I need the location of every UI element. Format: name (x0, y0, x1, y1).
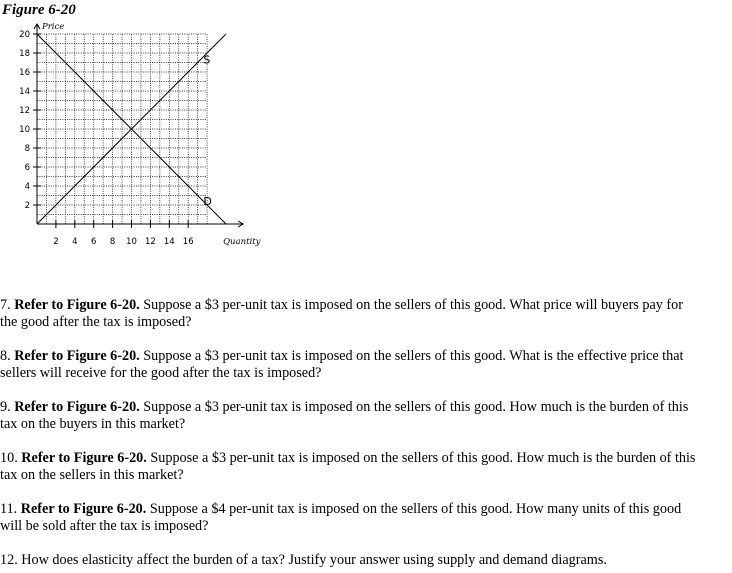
question-11 (0, 501, 728, 535)
y-tick-label: 12 (19, 106, 30, 116)
question-number: 8. (0, 348, 15, 364)
y-tick-label: 20 (19, 30, 30, 40)
question-text-continued: tax on the sellers in this market? (0, 467, 184, 483)
figure-title: Figure 6-20 (2, 2, 76, 18)
y-tick-label: 2 (24, 201, 30, 211)
question-text-continued: sellers will receive for the good after the tax is imposed? (0, 365, 322, 381)
question-8 (0, 348, 728, 382)
question-10 (0, 450, 728, 484)
question-text-continued: will be sold after the tax is imposed? (0, 518, 209, 534)
question-figure-reference: Refer to Figure 6-20. (14, 348, 140, 364)
question-text: Suppose a $3 per-unit tax is imposed on the sellers of this good. What price will buyers pay for (143, 297, 683, 313)
x-tick-label: 8 (109, 237, 116, 247)
question-12 (0, 552, 728, 569)
x-tick-label: 12 (144, 237, 156, 247)
question-9 (0, 399, 728, 433)
question-figure-reference: Refer to Figure 6-20. (20, 501, 147, 517)
question-number: 7. (0, 297, 15, 313)
question-number: 12. (0, 552, 22, 568)
y-axis-label: Price (42, 22, 65, 32)
supply-demand-chart (0, 22, 261, 256)
x-tick-label: 4 (72, 237, 78, 247)
question-7 (0, 297, 728, 331)
series-label-d: D (203, 195, 212, 208)
chart-labels (41, 22, 261, 247)
chart-grid (37, 34, 207, 224)
question-figure-reference: Refer to Figure 6-20. (21, 450, 147, 466)
question-text: Suppose a $3 per-unit tax is imposed on the sellers of this good. How much is the burden of this (150, 450, 696, 466)
y-tick-label: 6 (24, 163, 30, 173)
y-tick-label: 10 (19, 125, 30, 135)
question-figure-reference: Refer to Figure 6-20. (14, 399, 140, 415)
y-tick-label: 18 (19, 49, 30, 59)
question-text: Suppose a $4 per-unit tax is imposed on the sellers of this good. How many units of this good (149, 501, 682, 517)
question-text-continued: tax on the buyers in this market? (0, 416, 186, 432)
x-axis-label: Quantity (223, 237, 261, 247)
question-figure-reference: Refer to Figure 6-20. (14, 297, 140, 313)
question-text-continued: the good after the tax is imposed? (0, 314, 192, 330)
series-label-s: S (203, 53, 211, 67)
x-tick-label: 16 (182, 237, 194, 247)
x-tick-label: 14 (163, 237, 175, 247)
y-tick-label: 8 (24, 144, 30, 154)
x-tick-label: 10 (126, 237, 137, 247)
x-tick-label: 2 (53, 237, 59, 247)
y-tick-label: 4 (24, 182, 30, 192)
y-tick-label: 14 (19, 87, 30, 97)
y-tick-label: 16 (19, 68, 30, 78)
x-tick-label: 6 (90, 237, 97, 247)
question-text: Suppose a $3 per-unit tax is imposed on the sellers of this good. What is the effective price that (143, 348, 684, 364)
question-number: 10. (0, 450, 22, 466)
question-number: 9. (0, 399, 15, 415)
question-text: How does elasticity affect the burden of a tax? Justify your answer using supply and demand diagrams. (21, 552, 607, 568)
question-number: 11. (0, 501, 21, 517)
question-text: Suppose a $3 per-unit tax is imposed on the sellers of this good. How much is the burden of this (143, 399, 689, 415)
